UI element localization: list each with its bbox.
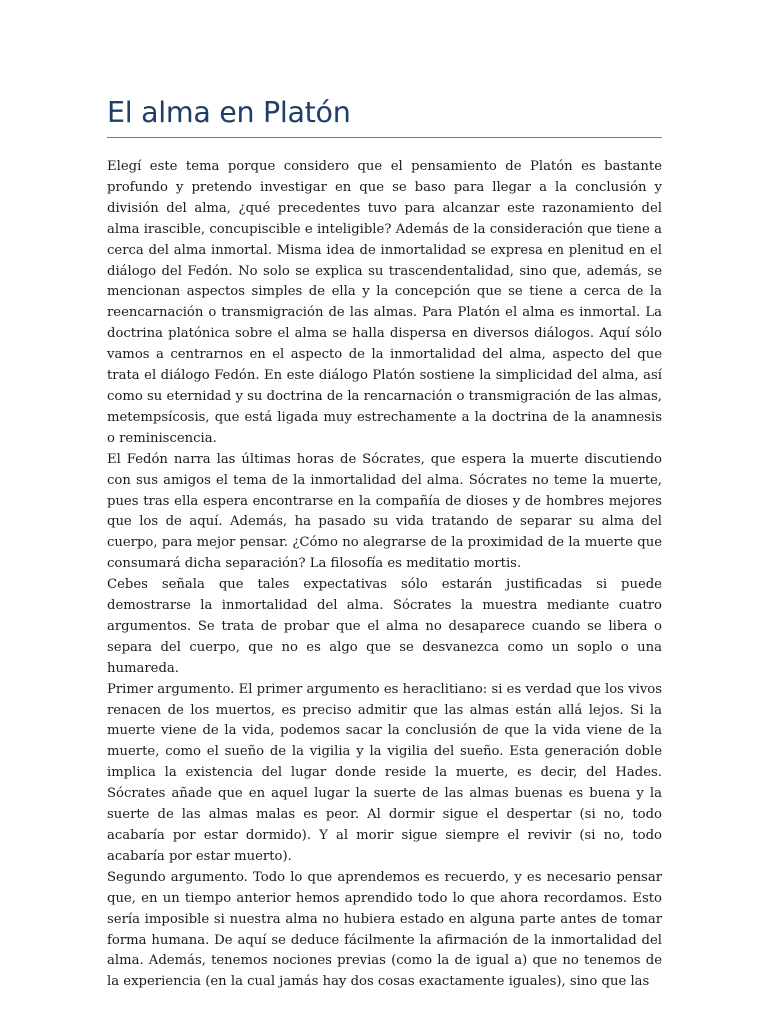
page-title: El alma en Platón xyxy=(107,96,351,129)
paragraph-fedon: El Fedón narra las últimas horas de Sócrates, que espera la muerte discutiendo con sus amigos el tema de la inmortalidad del alma. Sócrates no teme la muerte, pues tras ella espera encontrarse en la compañía de dioses y de hombres mejores que los de aquí. Además, ha pasado su vida tratando de separar su alma del cuerpo, para mejor pensar. ¿Cómo no alegrarse de la proximidad de la muerte que consumará dicha separación? La filosofía es meditatio mortis. xyxy=(107,451,662,572)
paragraph-segundo-argumento: Segundo argumento. Todo lo que aprendemos es recuerdo, y es necesario pensar que, en un tiempo anterior hemos aprendido todo lo que ahora recordamos. Esto sería imposible si nuestra alma no hubiera estado en alguna parte antes de tomar forma humana. De aquí se deduce fácilmente la afirmación de la inmortalidad del alma. Además, tenemos nociones previas (como la de igual a) que no tenemos de la experiencia (en la cual jamás hay dos cosas exactamente iguales), sino que las xyxy=(107,869,662,990)
paragraph-introduction: Elegí este tema porque considero que el pensamiento de Platón es bastante profundo y pretendo investigar en que se baso para llegar a la conclusión y división del alma, ¿qué precedentes tuvo para alcanzar este razonamiento del alma irascible, concupiscible e inteligible? Además de la consideración que tiene a cerca del alma inmortal. Misma idea de inmortalidad se expresa en plenitud en el diálogo del Fedón. No solo se explica su trascendentalidad, sino que, además, se mencionan aspectos simples de ella y la concepción que se tiene a cerca de la reencarnación o transmigración de las almas. Para Platón el alma es inmortal. La doctrina platónica sobre el alma se halla dispersa en diversos diálogos. Aquí sólo vamos a centrarnos en el aspecto de la inmortalidad del alma, aspecto del que trata el diálogo Fedón. En este diálogo Platón sostiene la simplicidad del alma, así como su eternidad y su doctrina de la rencarnación o transmigración de las almas, metempsícosis, que está ligada muy estrechamente a la doctrina de la anamnesis o reminiscencia. xyxy=(107,159,662,446)
paragraph-primer-argumento: Primer argumento. El primer argumento es heraclitiano: si es verdad que los vivos renacen de los muertos, es preciso admitir que las almas están allá lejos. Si la muerte viene de la vida, podemos sacar la conclusión de que la vida viene de la muerte, como el sueño de la vigilia y la vigilia del sueño. Esta generación doble implica la existencia del lugar donde reside la muerte, es decir, del Hades. Sócrates añade que en aquel lugar la suerte de las almas buenas es buena y la suerte de las almas malas es peor. Al dormir sigue el despertar (si no, todo acabaría por estar dormido). Y al morir sigue siempre el revivir (si no, todo acabaría por estar muerto). xyxy=(107,681,662,864)
title-underline-divider xyxy=(107,137,662,138)
paragraph-cebes: Cebes señala que tales expectativas sólo estarán justificadas si puede demostrarse la inmortalidad del alma. Sócrates la muestra mediante cuatro argumentos. Se trata de probar que el alma no desaparece cuando se libera o separa del cuerpo, que no es algo que se desvanezca como un soplo o una humareda. xyxy=(107,577,662,676)
document-body xyxy=(107,157,662,993)
